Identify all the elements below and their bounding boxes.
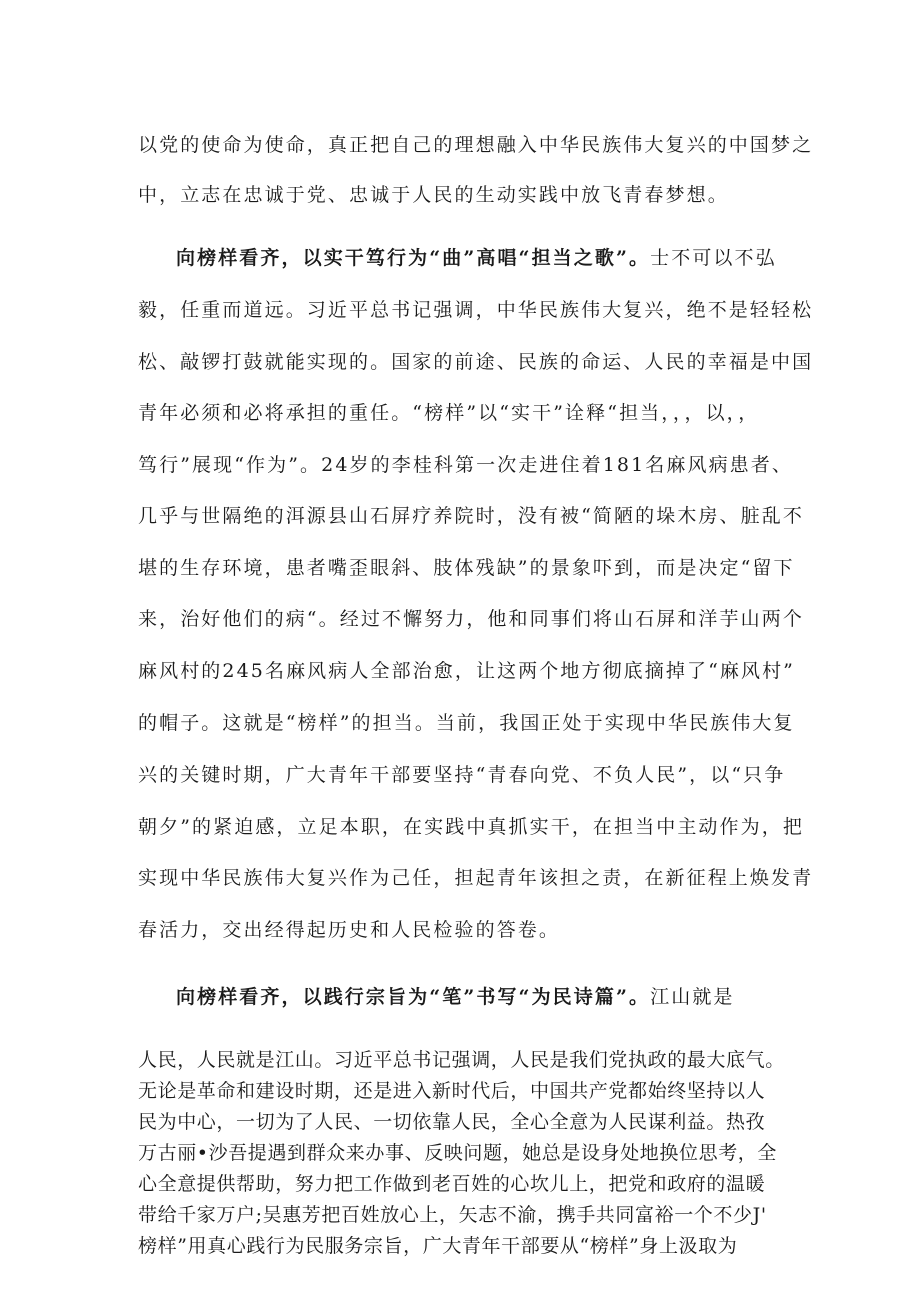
- paragraph-2-line-13: 实现中华民族伟大复兴作为己任，担起青年该担之责，在新征程上焕发青: [138, 867, 814, 889]
- paragraph-2-heading: 向榜样看齐，以实干笃行为“曲”高唱“担当之歌”。: [176, 247, 651, 269]
- paragraph-2-line-3: 松、敲锣打鼓就能实现的。国家的前途、民族的命运、人民的幸福是中国: [138, 351, 814, 373]
- paragraph-1-line-1: 以党的使命为使命，真正把自己的理想融入中华民族伟大复兴的中国梦之: [138, 134, 814, 156]
- paragraph-3-first-line: [176, 982, 735, 1009]
- paragraph-3-heading: 向榜样看齐，以践行宗旨为“笔”书写“为民诗篇”。: [176, 986, 651, 1008]
- paragraph-2-line-4: 青年必须和必将承担的重任。“榜样”以“实干”诠释“担当，，，以，，: [138, 402, 760, 424]
- paragraph-2-line-14: 春活力，交出经得起历史和人民检验的答卷。: [138, 919, 561, 941]
- paragraph-3-line-6: 心全意提供帮助，努力把工作做到老百姓的心坎儿上，把党和政府的温暖: [138, 1173, 766, 1195]
- paragraph-2-line-1: 士不可以不弘: [650, 247, 777, 269]
- paragraph-3-line-4: 民为中心，一切为了人民、一切依靠人民，全心全意为人民谋利益。热孜: [138, 1111, 766, 1133]
- paragraph-3-line-5: 万古丽•沙吾提遇到群众来办事、反映问题，她总是设身处地换位思考，全: [138, 1142, 778, 1164]
- paragraph-1-line-2: 中，立志在忠诚于党、忠诚于人民的生动实践中放飞青春梦想。: [138, 184, 729, 206]
- paragraph-2-line-12: 朝夕”的紧迫感，立足本职，在实践中真抓实干，在担当中主动作为，把: [138, 816, 804, 838]
- paragraph-3-line-3: 无论是革命和建设时期，还是进入新时代后，中国共产党都始终坚持以人: [138, 1080, 766, 1102]
- paragraph-3-line-8: 榜样”用真心践行为民服务宗旨，广大青年干部要从“榜样”身上汲取为: [138, 1235, 738, 1257]
- paragraph-2-first-line: [176, 243, 777, 270]
- paragraph-2-line-9: 麻风村的245名麻风病人全部治愈，让这两个地方彻底摘掉了“麻风村”: [138, 660, 795, 682]
- paragraph-2-line-10: 的帽子。这就是“榜样”的担当。当前，我国正处于实现中华民族伟大复: [138, 712, 795, 734]
- paragraph-2-line-7: 堪的生存环境，患者嘴歪眼斜、肢体残缺”的景象吓到，而是决定“留下: [138, 557, 795, 579]
- paragraph-3-line-7: 带给千家万户;吴惠芳把百姓放心上，矢志不渝，携手共同富裕一个不少J': [138, 1204, 767, 1226]
- paragraph-2-line-11: 兴的关键时期，广大青年干部要坚持“青春向党、不负人民”，以“只争: [138, 764, 786, 786]
- paragraph-2-line-8: 来，治好他们的病“。经过不懈努力，他和同事们将山石屏和洋芋山两个: [138, 608, 804, 630]
- paragraph-3-line-2: 人民，人民就是江山。习近平总书记强调，人民是我们党执政的最大底气。: [138, 1049, 785, 1071]
- paragraph-2-line-5: 笃行”展现“作为”。24岁的李桂科第一次走进住着181名麻风病患者、: [138, 454, 793, 476]
- paragraph-3-line-1: 江山就是: [650, 986, 735, 1008]
- paragraph-2-line-6: 几乎与世隔绝的洱源县山石屏疗养院时，没有被“简陋的垛木房、脏乱不: [138, 505, 804, 527]
- paragraph-2-line-2: 毅，任重而道远。习近平总书记强调，中华民族伟大复兴，绝不是轻轻松: [138, 299, 814, 321]
